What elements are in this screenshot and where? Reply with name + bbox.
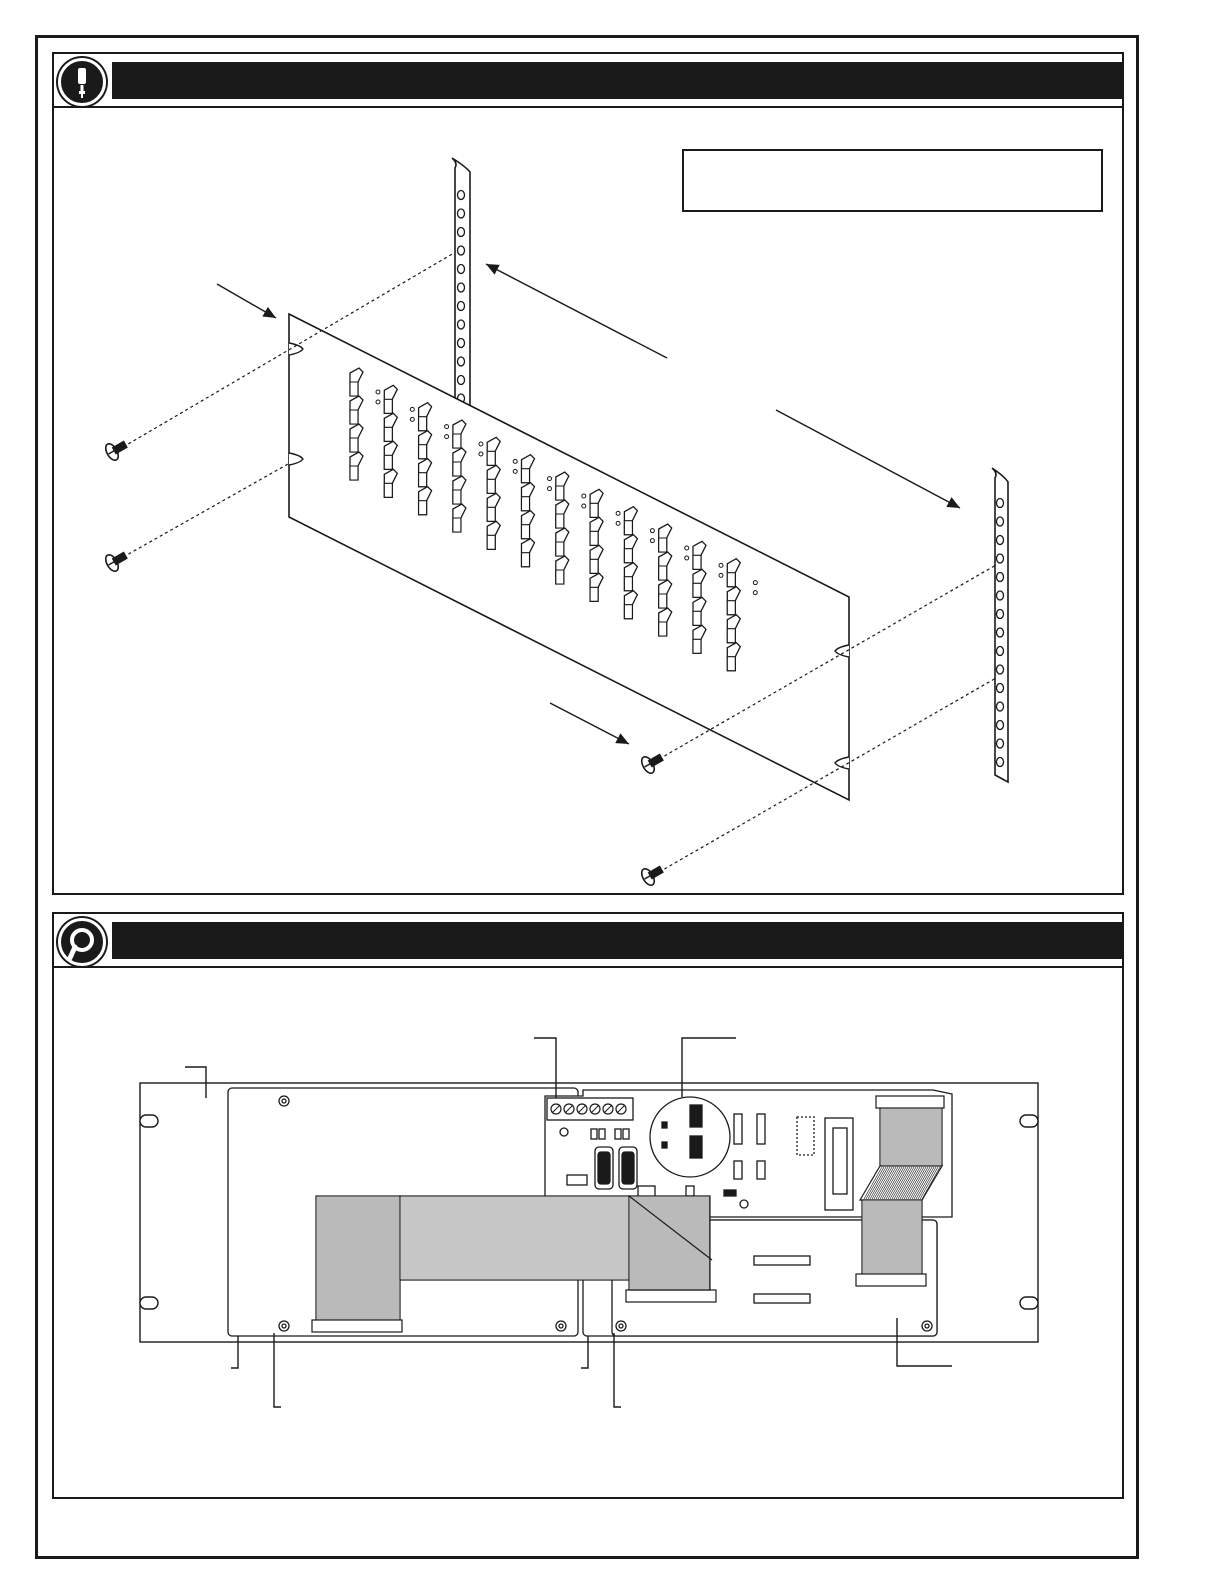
rack-rail-right [992, 468, 1008, 782]
rail-hole [458, 191, 465, 200]
rail-hole [997, 721, 1004, 730]
ribbon-cable-center [626, 1196, 716, 1302]
rail-hole [997, 684, 1004, 693]
rail-hole [997, 591, 1004, 600]
screw [103, 436, 130, 462]
rail-hole [997, 628, 1004, 637]
rail-hole [458, 283, 465, 292]
rail-hole [458, 246, 465, 255]
rail-hole [997, 665, 1004, 674]
rail-hole [997, 702, 1004, 711]
screw [639, 861, 666, 887]
screw [639, 749, 666, 775]
rail-hole [458, 357, 465, 366]
rail-hole [997, 536, 1004, 545]
rail-hole [458, 339, 465, 348]
rail-hole [458, 209, 465, 218]
rack-rail-left [452, 158, 470, 415]
rail-hole [458, 376, 465, 385]
rail-hole [997, 517, 1004, 526]
screw [103, 547, 130, 573]
rail-hole [997, 739, 1004, 748]
rail-hole [997, 554, 1004, 563]
rail-hole [997, 758, 1004, 767]
rail-hole [997, 499, 1004, 508]
rail-hole [997, 610, 1004, 619]
switch-panel [289, 314, 849, 800]
rail-hole [458, 265, 465, 274]
terminal-block [547, 1098, 633, 1120]
rail-hole [458, 320, 465, 329]
rail-hole [458, 228, 465, 237]
rail-hole [458, 302, 465, 311]
rail-hole [997, 573, 1004, 582]
rail-hole [997, 647, 1004, 656]
